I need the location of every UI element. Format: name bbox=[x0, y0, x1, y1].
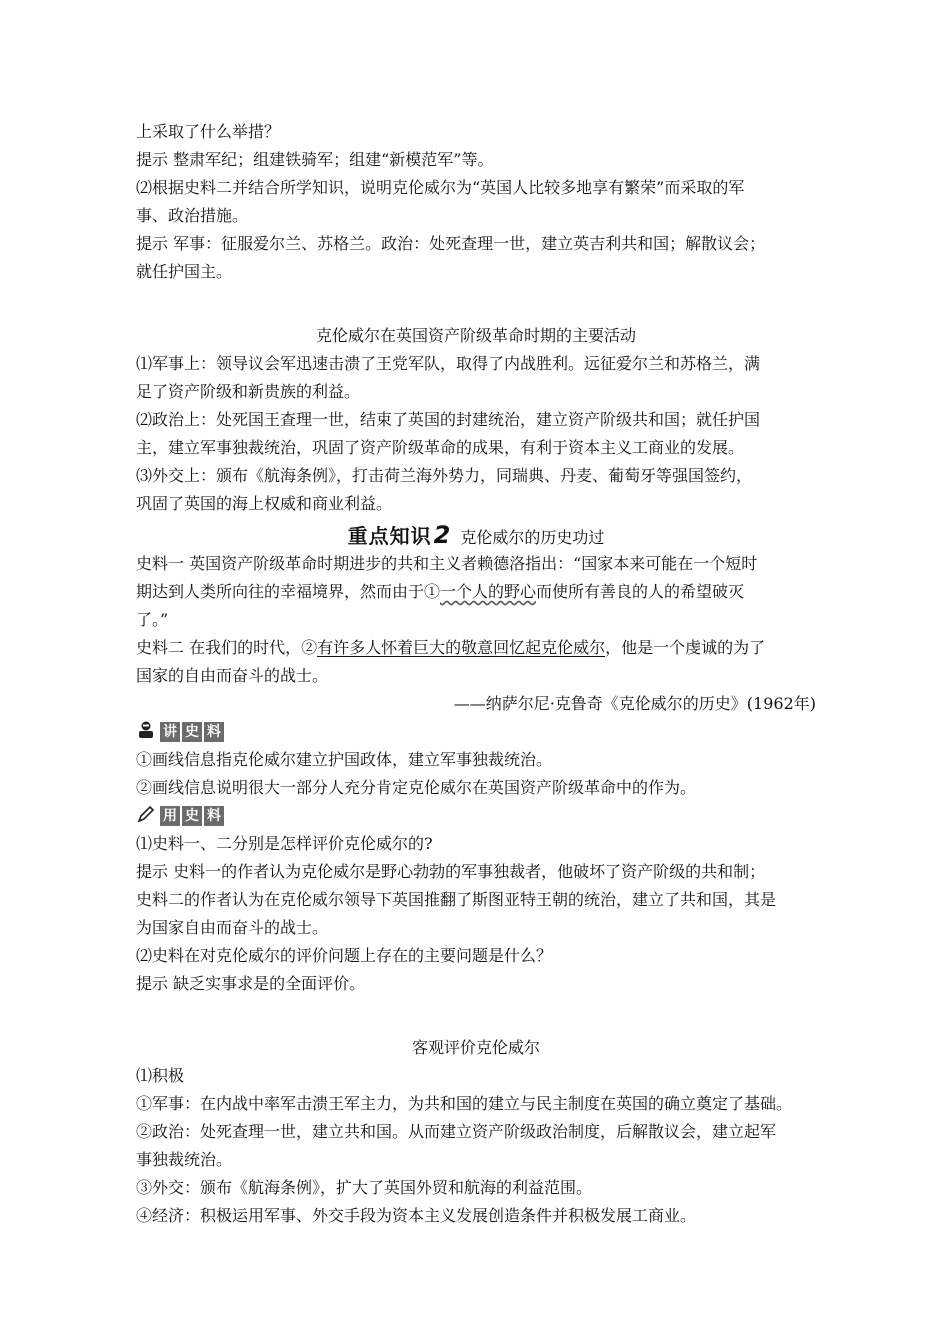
citation: ——纳萨尔尼·克鲁奇《克伦威尔的历史》(1962年) bbox=[453, 694, 816, 713]
hint-line: 史料二的作者认为在克伦威尔领导下英国推翻了斯图亚特王朝的统治，建立了共和国，其是 bbox=[136, 890, 777, 909]
text-line: 巩固了英国的海上权威和商业利益。 bbox=[136, 494, 393, 513]
key-knowledge-number: 2 bbox=[433, 521, 451, 549]
text-line: ②政治：处死查理一世，建立共和国。从而建立资产阶级政治制度，后解散议会，建立起军 bbox=[136, 1122, 777, 1141]
source-two-line: 史料二 在我们的时代，②有许多人怀着巨大的敬意回忆起克伦威尔，他是一个虔诚的为了 bbox=[136, 638, 766, 657]
question-line: ⑵史料在对克伦威尔的评价问题上存在的主要问题是什么？ bbox=[136, 946, 553, 965]
hint-line: 为国家自由而奋斗的战士。 bbox=[136, 918, 329, 937]
subheading: ⑴积极 bbox=[136, 1066, 185, 1085]
text-line: 事、政治措施。 bbox=[136, 206, 249, 225]
hint-line: 提示 史料一的作者认为克伦威尔是野心勃勃的军事独裁者，他破坏了资产阶级的共和制； bbox=[136, 862, 766, 881]
explain-sources-tag: 讲 史 料 bbox=[136, 718, 816, 746]
source-one-line: 期达到人类所向往的幸福境界，然而由于①一个人的野心而使所有善良的人的希望破灭 bbox=[136, 582, 745, 601]
source-one-line: 史料一 英国资产阶级革命时期进步的共和主义者赖德洛指出：“国家本来可能在一个短时 bbox=[136, 554, 758, 573]
text-line: 主，建立军事独裁统治，巩固了资产阶级革命的成果，有利于资本主义工商业的发展。 bbox=[136, 438, 745, 457]
hint-line: 提示 缺乏实事求是的全面评价。 bbox=[136, 974, 366, 993]
document-page bbox=[136, 118, 816, 1230]
hint-line: 提示 整肃军纪；组建铁骑军；组建“新模范军”等。 bbox=[136, 150, 494, 169]
text-line: ④经济：积极运用军事、外交手段为资本主义发展创造条件并积极发展工商业。 bbox=[136, 1206, 697, 1225]
use-sources-tag: 用 史 料 bbox=[136, 802, 816, 830]
underlined-phrase: 一个人的野心 bbox=[440, 582, 537, 601]
text-line: 就任护国主。 bbox=[136, 262, 233, 281]
key-knowledge-heading bbox=[136, 520, 816, 550]
key-knowledge-subtitle: 克伦威尔的历史功过 bbox=[460, 528, 605, 547]
text-line: 上采取了什么举措？ bbox=[136, 122, 281, 141]
text-line: ⑶外交上：颁布《航海条例》，打击荷兰海外势力，同瑞典、丹麦、葡萄牙等强国签约， bbox=[136, 466, 753, 485]
teacher-icon bbox=[136, 720, 156, 744]
section-title: 客观评价克伦威尔 bbox=[411, 1038, 540, 1057]
key-knowledge-label: 重点知识 bbox=[347, 524, 432, 548]
text-line: ⑵政治上：处死国王查理一世，结束了英国的封建统治，建立资产阶级共和国；就任护国 bbox=[136, 410, 761, 429]
text-line: 事独裁统治。 bbox=[136, 1150, 233, 1169]
pen-icon bbox=[136, 804, 156, 828]
question-line: ⑴史料一、二分别是怎样评价克伦威尔的? bbox=[136, 834, 433, 853]
source-one-line: 了。” bbox=[136, 610, 169, 629]
text-line: 足了资产阶级和新贵族的利益。 bbox=[136, 382, 361, 401]
hint-line: 提示 军事：征服爱尔兰、苏格兰。政治：处死查理一世，建立英吉利共和国；解散议会； bbox=[136, 234, 766, 253]
underlined-phrase: 有许多人怀着巨大的敬意回忆起克伦威尔 bbox=[317, 638, 606, 657]
text-line: ⑴军事上：领导议会军迅速击溃了王党军队，取得了内战胜利。远征爱尔兰和苏格兰，满 bbox=[136, 354, 761, 373]
text-line: ①军事：在内战中率军击溃王军主力，为共和国的建立与民主制度在英国的确立奠定了基础。 bbox=[136, 1094, 793, 1113]
text-line: ③外交：颁布《航海条例》，扩大了英国外贸和航海的利益范围。 bbox=[136, 1178, 593, 1197]
source-two-line: 国家的自由而奋斗的战士。 bbox=[136, 666, 329, 685]
explain-line: ②画线信息说明很大一部分人充分肯定克伦威尔在英国资产阶级革命中的作为。 bbox=[136, 778, 697, 797]
explain-line: ①画线信息指克伦威尔建立护国政体，建立军事独裁统治。 bbox=[136, 750, 553, 769]
question-line: ⑵根据史料二并结合所学知识，说明克伦威尔为“英国人比较多地享有繁荣”而采取的军 bbox=[136, 178, 745, 197]
section-title: 克伦威尔在英国资产阶级革命时期的主要活动 bbox=[315, 326, 636, 345]
